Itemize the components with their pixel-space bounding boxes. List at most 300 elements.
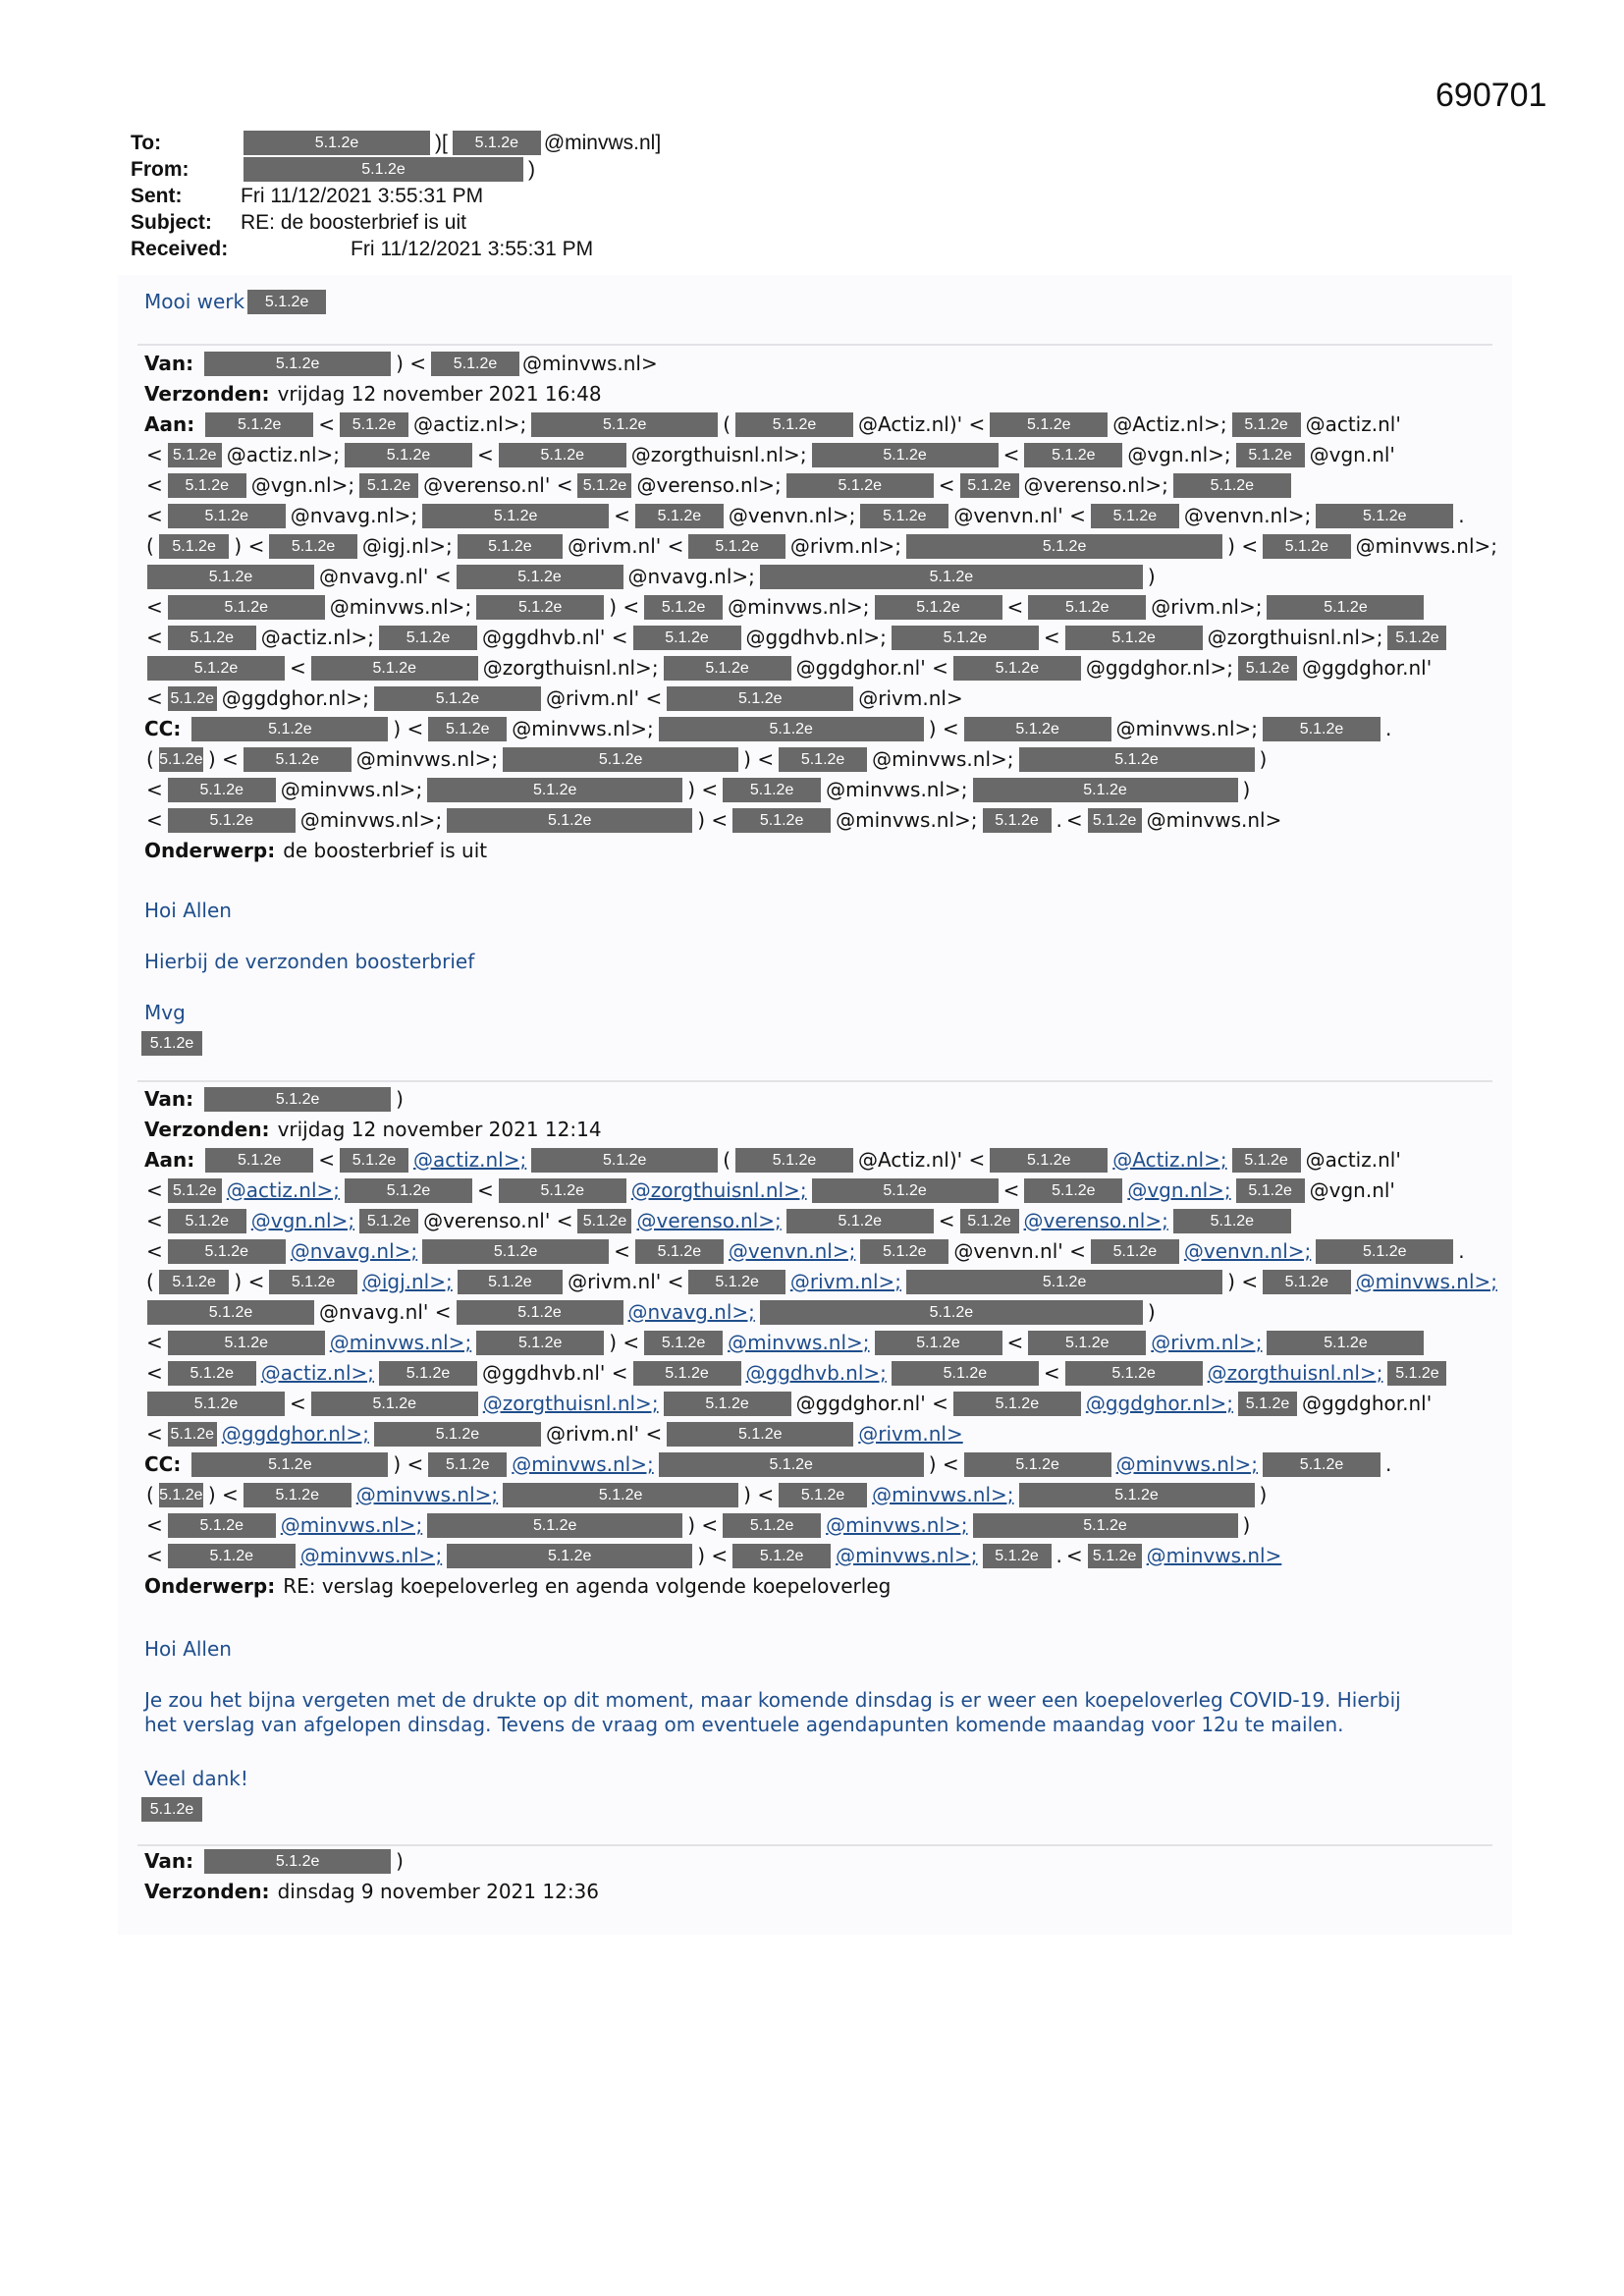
recipient-text: @ggdhvb.nl>; <box>745 626 887 649</box>
recipient-text: @rivm.nl' < <box>545 686 663 710</box>
redaction-box: 5.1.2e <box>458 1270 563 1294</box>
email-link[interactable]: @actiz.nl>; <box>412 1148 527 1172</box>
recipient-text: @rivm.nl> <box>858 686 963 710</box>
email-link[interactable]: @ggdhvb.nl>; <box>745 1361 887 1385</box>
recipient-text: < <box>1002 443 1020 466</box>
redaction-box: 5.1.2e <box>664 656 791 681</box>
redaction-box: 5.1.2e <box>1024 1178 1122 1203</box>
recipient-text: < <box>1002 1178 1020 1202</box>
redaction-box: 5.1.2e <box>786 1209 934 1233</box>
redaction-box: 5.1.2e <box>1173 473 1291 498</box>
redaction-box: 5.1.2e <box>812 1178 999 1203</box>
mail2-onderwerp-label: Onderwerp: <box>144 1574 276 1598</box>
redaction-box: 5.1.2e <box>168 1209 246 1233</box>
recipient-text: < <box>146 808 163 832</box>
redaction-box: 5.1.2e <box>577 473 631 498</box>
recipient-text: ( <box>146 747 154 771</box>
recipient-text: ) <box>1259 747 1268 771</box>
redaction-box: 5.1.2e <box>973 778 1238 802</box>
mail1-van-row: Van: 5.1.2e ) < 5.1.2e @minvws.nl> <box>144 349 1499 379</box>
recipient-text: @rivm.nl>; <box>1151 595 1263 619</box>
email-link[interactable]: @minvws.nl>; <box>826 1513 968 1537</box>
redaction-box: 5.1.2e <box>812 443 999 467</box>
redaction-box: 5.1.2e <box>503 1483 738 1507</box>
recipient-text: < <box>477 443 494 466</box>
recipient-text: < <box>146 686 163 710</box>
redaction-box: 5.1.2e <box>168 808 296 833</box>
email-link[interactable]: @venvn.nl>; <box>728 1239 856 1263</box>
recipient-text: @minvws.nl>; <box>329 595 472 619</box>
recipient-text: @venvn.nl' < <box>953 504 1086 527</box>
redaction-box: 5.1.2e <box>191 1452 388 1477</box>
redaction-box: 5.1.2e <box>205 412 313 437</box>
redaction-box: 5.1.2e <box>168 1178 222 1203</box>
recipient-text: @minvws.nl>; <box>280 778 423 801</box>
separator <box>137 1080 1492 1082</box>
recipient-line <box>144 714 1499 744</box>
redaction-box: 5.1.2e <box>499 443 626 467</box>
header-sent-row <box>131 183 661 209</box>
recipient-line <box>144 410 1499 440</box>
recipient-text: @nvavg.nl' < <box>319 565 452 588</box>
redaction-box: 5.1.2e <box>735 1148 853 1173</box>
redaction-box: 5.1.2e <box>664 1392 791 1416</box>
redaction-box: 5.1.2e <box>633 626 741 650</box>
mail1-onderwerp-value: de boosterbrief is uit <box>283 839 488 862</box>
email-link[interactable]: @minvws.nl>; <box>836 1544 978 1567</box>
redaction-box: 5.1.2e <box>431 352 519 376</box>
redaction-box: 5.1.2e <box>204 352 391 376</box>
recipient-text: @zorgthuisnl.nl>; <box>482 656 659 680</box>
recipient-text: < <box>146 504 163 527</box>
mail1-greeting: Hoi Allen <box>144 899 232 922</box>
email-link[interactable]: @zorgthuisnl.nl>; <box>630 1178 807 1202</box>
recipient-text: @nvavg.nl>; <box>627 565 755 588</box>
redaction-box: 5.1.2e <box>633 1361 741 1386</box>
redaction-box: 5.1.2e <box>1267 1331 1424 1355</box>
redaction-box: 5.1.2e <box>1236 443 1305 467</box>
redaction-box: 5.1.2e <box>453 131 541 155</box>
redaction-box: 5.1.2e <box>168 1239 286 1264</box>
redaction-box: 5.1.2e <box>644 1331 723 1355</box>
mail3-verzonden-value: dinsdag 9 november 2021 12:36 <box>277 1880 600 1903</box>
redaction-box: 5.1.2e <box>204 1849 391 1874</box>
redaction-box: 5.1.2e <box>577 1209 631 1233</box>
redaction-box: 5.1.2e <box>141 1031 202 1056</box>
recipient-text: ) < <box>207 1483 239 1506</box>
recipient-text: < <box>1006 1331 1024 1354</box>
email-link[interactable]: @minvws.nl>; <box>512 1452 654 1476</box>
mail3-van-label: Van: <box>144 1849 194 1873</box>
recipient-text: @verenso.nl' < <box>423 473 573 497</box>
recipient-text: @vgn.nl' <box>1309 443 1395 466</box>
redaction-box: 5.1.2e <box>428 1452 507 1477</box>
mail2-onderwerp-row <box>144 1571 1499 1602</box>
redaction-box: 5.1.2e <box>359 1209 418 1233</box>
email-link[interactable]: @verenso.nl>; <box>636 1209 782 1232</box>
recipient-text: @minvws.nl>; <box>512 717 654 740</box>
recipient-text: < <box>146 1209 163 1232</box>
mail1-closing-block <box>144 998 1499 1059</box>
recipient-label: CC: <box>144 717 182 740</box>
recipient-text: < <box>614 1239 630 1263</box>
redaction-box: 5.1.2e <box>960 473 1019 498</box>
redaction-box: 5.1.2e <box>735 412 853 437</box>
redaction-box: 5.1.2e <box>1263 534 1350 559</box>
mail1-body-text: Hierbij de verzonden boosterbrief <box>144 950 475 973</box>
redaction-box: 5.1.2e <box>667 686 853 711</box>
recipient-line <box>144 1480 1499 1510</box>
recipient-line <box>144 1510 1499 1541</box>
recipient-line <box>144 562 1499 592</box>
email-link[interactable]: @minvws.nl>; <box>280 1513 423 1537</box>
recipient-text: . <box>1056 808 1062 832</box>
recipient-text: @vgn.nl>; <box>1127 443 1231 466</box>
redaction-box: 5.1.2e <box>860 1239 948 1264</box>
redaction-box: 5.1.2e <box>141 1797 202 1822</box>
email-link[interactable]: @ggdghor.nl>; <box>1085 1392 1234 1415</box>
mail2-cc-recipients <box>144 1449 1499 1571</box>
redaction-box: 5.1.2e <box>244 1483 352 1507</box>
redaction-box: 5.1.2e <box>531 412 718 437</box>
redaction-box: 5.1.2e <box>168 443 222 467</box>
redaction-box: 5.1.2e <box>1387 1361 1446 1386</box>
redaction-box: 5.1.2e <box>447 1544 692 1568</box>
redaction-box: 5.1.2e <box>269 1270 356 1294</box>
recipient-text: @verenso.nl>; <box>1023 473 1168 497</box>
email-link[interactable]: @Actiz.nl>; <box>1112 1148 1227 1172</box>
redaction-box: 5.1.2e <box>457 565 623 589</box>
recipient-line <box>144 683 1499 714</box>
recipient-text: ) < <box>609 1331 640 1354</box>
redaction-box: 5.1.2e <box>244 157 523 182</box>
mail1-aan-recipients <box>144 410 1499 714</box>
mail1-closing: Mvg <box>144 1001 186 1024</box>
recipient-text: @minvws.nl>; <box>1355 534 1497 558</box>
mail2-body-line2: het verslag van afgelopen dinsdag. Tevens de vraag om eventuele agendapunten komende maandag voor 12u te mailen. <box>144 1713 1344 1736</box>
mail2-onderwerp-value: RE: verslag koepeloverleg en agenda volgende koepeloverleg <box>283 1574 892 1598</box>
email-link[interactable]: @zorgthuisnl.nl>; <box>482 1392 659 1415</box>
recipient-text: ) < <box>687 778 719 801</box>
mail1-header <box>144 349 1499 866</box>
recipient-text: ) < <box>234 1270 265 1293</box>
mail2-verzonden-value: vrijdag 12 november 2021 12:14 <box>277 1118 602 1141</box>
recipient-line <box>144 1236 1499 1267</box>
redaction-box: 5.1.2e <box>168 473 246 498</box>
recipient-text: ) < <box>234 534 265 558</box>
mail3-van-row: Van: 5.1.2e ) <box>144 1846 1499 1877</box>
redaction-box: 5.1.2e <box>1316 504 1453 528</box>
header-to-value: @minvws.nl] <box>543 132 662 154</box>
recipient-label: CC: <box>144 1452 182 1476</box>
recipient-text: < <box>1006 595 1024 619</box>
redaction-box: 5.1.2e <box>892 626 1039 650</box>
redaction-box: 5.1.2e <box>779 747 867 772</box>
recipient-text: ) <box>1242 1513 1251 1537</box>
redaction-box: 5.1.2e <box>168 1422 217 1447</box>
mail1-verzonden-label: Verzonden: <box>144 382 270 406</box>
recipient-text: ) <box>1147 1300 1156 1324</box>
recipient-text: @ggdghor.nl>; <box>221 686 369 710</box>
recipient-line <box>144 1541 1499 1571</box>
header-subject-row <box>131 209 661 236</box>
recipient-text: < <box>146 1331 163 1354</box>
recipient-line <box>144 1389 1499 1419</box>
mail2-body <box>144 1634 1499 1665</box>
recipient-text: < <box>146 778 163 801</box>
recipient-text: < <box>146 1239 163 1263</box>
redaction-box: 5.1.2e <box>311 1392 478 1416</box>
recipient-text: @Actiz.nl)' < <box>858 1148 986 1172</box>
redaction-box: 5.1.2e <box>990 1148 1108 1173</box>
redaction-box: 5.1.2e <box>269 534 356 559</box>
recipient-text: @minvws.nl>; <box>299 808 443 832</box>
redaction-box: 5.1.2e <box>457 1300 623 1325</box>
recipient-text: < <box>1043 626 1060 649</box>
email-link[interactable]: @minvws.nl>; <box>728 1331 870 1354</box>
redaction-box: 5.1.2e <box>964 717 1111 741</box>
redaction-box: 5.1.2e <box>476 595 604 620</box>
recipient-text: ) < <box>393 1452 424 1476</box>
redaction-box: 5.1.2e <box>499 1178 626 1203</box>
recipient-text: < <box>1043 1361 1060 1385</box>
recipient-text: < <box>1065 808 1083 832</box>
redaction-box: 5.1.2e <box>983 1544 1052 1568</box>
recipient-line <box>144 775 1499 805</box>
recipient-text: . <box>1458 504 1465 527</box>
email-link[interactable]: @igj.nl>; <box>361 1270 453 1293</box>
email-link[interactable]: @minvws.nl>; <box>872 1483 1014 1506</box>
redaction-box: 5.1.2e <box>244 131 430 155</box>
recipient-text: @actiz.nl>; <box>226 443 340 466</box>
redaction-box: 5.1.2e <box>1019 1483 1255 1507</box>
mail2-verzonden-row <box>144 1115 1499 1145</box>
email-link[interactable]: @minvws.nl>; <box>329 1331 472 1354</box>
email-link[interactable]: @rivm.nl> <box>858 1422 963 1446</box>
recipient-text: @actiz.nl>; <box>260 626 374 649</box>
recipient-text: ) <box>1147 565 1156 588</box>
recipient-line <box>144 1358 1499 1389</box>
recipient-text: @zorgthuisnl.nl>; <box>630 443 807 466</box>
recipient-text: ) < <box>207 747 239 771</box>
header-subject-label: Subject: <box>131 211 212 234</box>
mail1-onderwerp-row <box>144 836 1499 866</box>
email-link[interactable]: @venvn.nl>; <box>1183 1239 1312 1263</box>
recipient-text: < <box>318 1148 335 1172</box>
recipient-label: Aan: <box>144 412 195 436</box>
redaction-box: 5.1.2e <box>345 443 472 467</box>
recipient-text: < <box>146 1544 163 1567</box>
recipient-text: < <box>938 473 955 497</box>
recipient-text: @ggdghor.nl' < <box>795 656 948 680</box>
redaction-box: 5.1.2e <box>159 534 230 559</box>
recipient-text: @actiz.nl' <box>1305 1148 1401 1172</box>
redaction-box: 5.1.2e <box>786 473 934 498</box>
redaction-box: 5.1.2e <box>1236 1178 1305 1203</box>
recipient-label: Aan: <box>144 1148 195 1172</box>
redaction-box: 5.1.2e <box>906 1270 1222 1294</box>
recipient-text: . <box>1056 1544 1062 1567</box>
recipient-text: @zorgthuisnl.nl>; <box>1207 626 1383 649</box>
redaction-box: 5.1.2e <box>168 504 286 528</box>
email-link[interactable]: @rivm.nl>; <box>789 1270 902 1293</box>
redaction-box: 5.1.2e <box>659 717 924 741</box>
email-link[interactable]: @actiz.nl>; <box>226 1178 340 1202</box>
mail1-van-label: Van: <box>144 352 194 375</box>
recipient-text: < <box>290 656 306 680</box>
redaction-box: 5.1.2e <box>1316 1239 1453 1264</box>
redaction-box: 5.1.2e <box>374 686 541 711</box>
recipient-text: @ggdghor.nl' <box>1302 1392 1433 1415</box>
recipient-line <box>144 470 1499 501</box>
redaction-box: 5.1.2e <box>168 778 276 802</box>
mail1-verzonden-value: vrijdag 12 november 2021 16:48 <box>277 382 602 406</box>
recipient-line <box>144 501 1499 531</box>
recipient-text: ( <box>146 1483 154 1506</box>
recipient-text: @venvn.nl' < <box>953 1239 1086 1263</box>
email-link[interactable]: @minvws.nl>; <box>299 1544 443 1567</box>
redaction-box: 5.1.2e <box>1088 808 1142 833</box>
recipient-text: @nvavg.nl' < <box>319 1300 452 1324</box>
redaction-box: 5.1.2e <box>779 1483 867 1507</box>
mail1-body <box>144 896 1499 926</box>
mail1-onderwerp-label: Onderwerp: <box>144 839 276 862</box>
redaction-box: 5.1.2e <box>476 1331 604 1355</box>
recipient-line <box>144 623 1499 653</box>
redaction-box: 5.1.2e <box>953 656 1081 681</box>
mail-header <box>131 130 661 262</box>
redaction-box: 5.1.2e <box>345 1178 472 1203</box>
email-link[interactable]: @actiz.nl>; <box>260 1361 374 1385</box>
recipient-text: ( <box>146 534 154 558</box>
redaction-box: 5.1.2e <box>1173 1209 1291 1233</box>
email-link[interactable]: @minvws.nl>; <box>355 1483 499 1506</box>
recipient-text: ) < <box>743 747 775 771</box>
redaction-box: 5.1.2e <box>340 1148 408 1173</box>
recipient-text: @rivm.nl' < <box>568 1270 684 1293</box>
recipient-text: ) < <box>697 1544 729 1567</box>
recipient-text: @Actiz.nl)' < <box>858 412 986 436</box>
redaction-box: 5.1.2e <box>159 1483 203 1507</box>
email-link[interactable]: @nvavg.nl>; <box>627 1300 755 1324</box>
recipient-text: ) < <box>609 595 640 619</box>
redaction-box: 5.1.2e <box>244 747 352 772</box>
recipient-text: @minvws.nl> <box>1146 808 1282 832</box>
redaction-box: 5.1.2e <box>635 1239 724 1264</box>
recipient-line <box>144 1419 1499 1449</box>
redaction-box: 5.1.2e <box>379 626 477 650</box>
recipient-text: < <box>146 1422 163 1446</box>
redaction-box: 5.1.2e <box>147 656 285 681</box>
redaction-box: 5.1.2e <box>531 1148 718 1173</box>
redaction-box: 5.1.2e <box>379 1361 477 1386</box>
redaction-box: 5.1.2e <box>973 1513 1238 1538</box>
recipient-text: @vgn.nl>; <box>250 473 355 497</box>
recipient-text: ) < <box>743 1483 775 1506</box>
redaction-box: 5.1.2e <box>1232 1148 1301 1173</box>
recipient-line <box>144 1267 1499 1297</box>
email-link[interactable]: @nvavg.nl>; <box>290 1239 418 1263</box>
recipient-text: @minvws.nl>; <box>836 808 978 832</box>
recipient-text: < <box>614 504 630 527</box>
redaction-box: 5.1.2e <box>1091 1239 1179 1264</box>
redaction-box: 5.1.2e <box>340 412 408 437</box>
recipient-text: @vgn.nl' <box>1309 1178 1395 1202</box>
recipient-line <box>144 805 1499 836</box>
redaction-box: 5.1.2e <box>688 534 785 559</box>
recipient-text: < <box>477 1178 494 1202</box>
email-link[interactable]: @minvws.nl>; <box>1355 1270 1497 1293</box>
email-link[interactable]: @minvws.nl>; <box>1115 1452 1259 1476</box>
redaction-box: 5.1.2e <box>427 778 682 802</box>
redaction-box: 5.1.2e <box>1088 1544 1142 1568</box>
header-received-value: Fri 11/12/2021 3:55:31 PM <box>351 238 594 260</box>
reply-message <box>144 287 1499 317</box>
recipient-text: @venvn.nl>; <box>728 504 856 527</box>
recipient-text: @minvws.nl>; <box>728 595 870 619</box>
recipient-line <box>144 653 1499 683</box>
recipient-text: . <box>1385 1452 1392 1476</box>
header-subject-value: RE: de boosterbrief is uit <box>241 211 466 234</box>
recipient-text: ) < <box>928 1452 959 1476</box>
header-to-row: To: 5.1.2e )[ 5.1.2e @minvws.nl] <box>131 132 662 154</box>
redaction-box: 5.1.2e <box>359 473 418 498</box>
header-received-label: Received: <box>131 238 229 260</box>
redaction-box: 5.1.2e <box>1238 1392 1297 1416</box>
recipient-line <box>144 1145 1499 1175</box>
recipient-text: < <box>146 443 163 466</box>
email-link[interactable]: @verenso.nl>; <box>1023 1209 1168 1232</box>
recipient-text: @igj.nl>; <box>361 534 453 558</box>
recipient-text: @minvws.nl>; <box>355 747 499 771</box>
redaction-box: 5.1.2e <box>732 808 831 833</box>
redaction-box: 5.1.2e <box>990 412 1108 437</box>
recipient-text: ( <box>723 412 731 436</box>
email-link[interactable]: @vgn.nl>; <box>250 1209 355 1232</box>
recipient-text: @minvws.nl>; <box>826 778 968 801</box>
redaction-box: 5.1.2e <box>159 747 203 772</box>
redaction-box: 5.1.2e <box>760 565 1143 589</box>
recipient-text: ) < <box>1227 534 1259 558</box>
email-link[interactable]: @zorgthuisnl.nl>; <box>1207 1361 1383 1385</box>
redaction-box: 5.1.2e <box>168 686 217 711</box>
redaction-box: 5.1.2e <box>247 290 326 314</box>
redaction-box: 5.1.2e <box>311 656 478 681</box>
redaction-box: 5.1.2e <box>635 504 724 528</box>
redaction-box: 5.1.2e <box>159 1270 230 1294</box>
redaction-box: 5.1.2e <box>147 1300 314 1325</box>
redaction-box: 5.1.2e <box>428 717 507 741</box>
redaction-box: 5.1.2e <box>906 534 1222 559</box>
recipient-text: < <box>146 1178 163 1202</box>
redaction-box: 5.1.2e <box>723 1513 821 1538</box>
mail2-greeting: Hoi Allen <box>144 1637 232 1661</box>
email-link[interactable]: @ggdghor.nl>; <box>221 1422 369 1446</box>
redaction-box: 5.1.2e <box>1267 595 1424 620</box>
email-link[interactable]: @vgn.nl>; <box>1127 1178 1231 1202</box>
redaction-box: 5.1.2e <box>168 595 325 620</box>
recipient-text: < <box>146 473 163 497</box>
email-link[interactable]: @minvws.nl> <box>1146 1544 1282 1567</box>
redaction-box: 5.1.2e <box>667 1422 853 1447</box>
mail1-verzonden-row <box>144 379 1499 410</box>
redaction-box: 5.1.2e <box>1065 1361 1203 1386</box>
redaction-box: 5.1.2e <box>1263 1270 1350 1294</box>
header-to-label: To: <box>131 132 162 154</box>
email-link[interactable]: @rivm.nl>; <box>1151 1331 1263 1354</box>
recipient-text: @rivm.nl' < <box>568 534 684 558</box>
redaction-box: 5.1.2e <box>374 1422 541 1447</box>
